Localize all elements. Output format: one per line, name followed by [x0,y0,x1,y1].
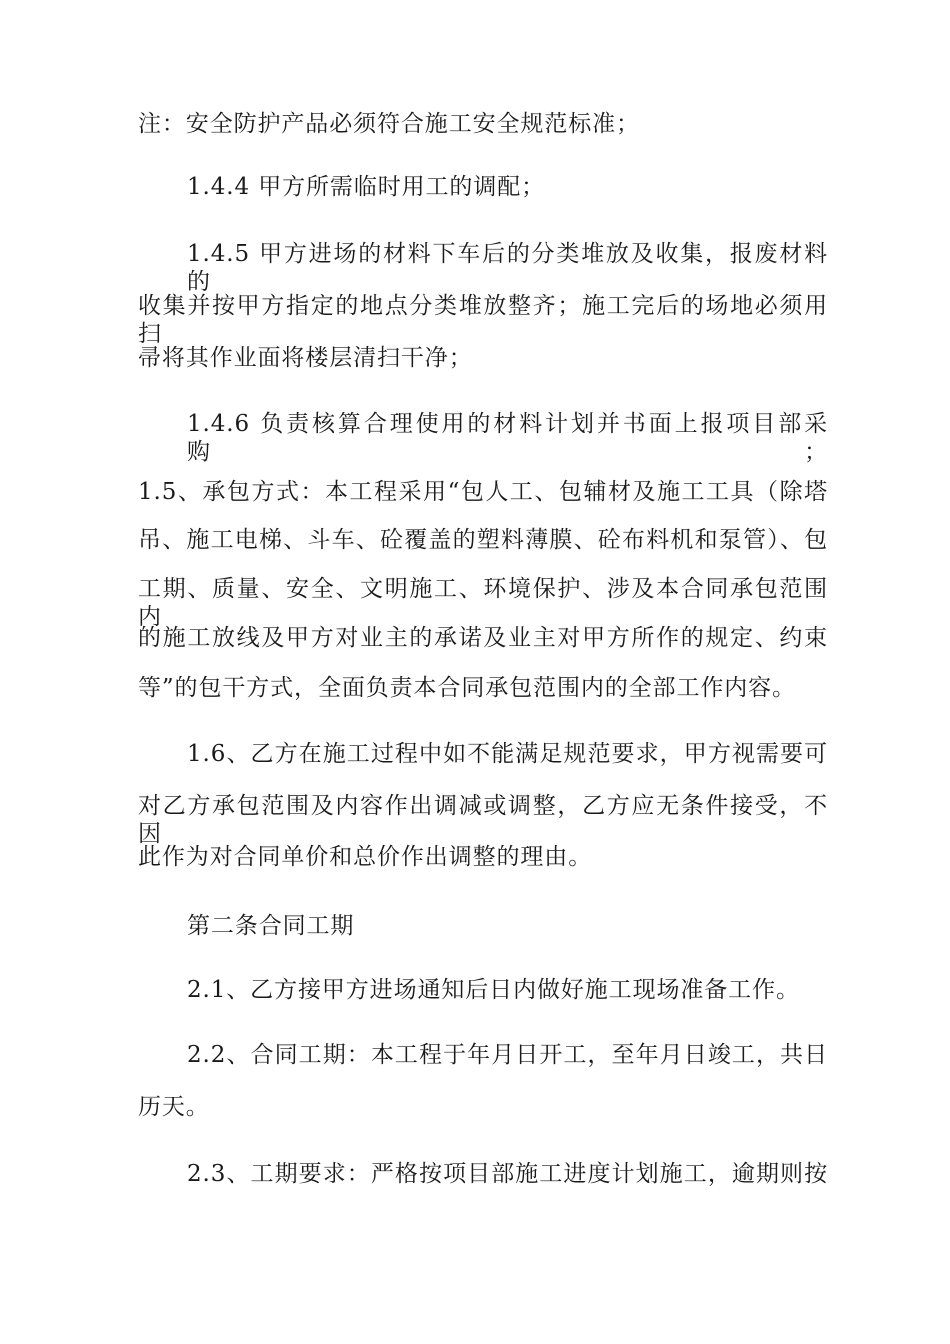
clause-line: 对乙方承包范围及内容作出调减或调整，乙方应无条件接受，不因 [138,793,828,847]
clause-line: 收集并按甲方指定的地点分类堆放整齐；施工完后的场地必须用扫 [138,293,828,347]
clause-line: 1.4.6 负责核算合理使用的材料计划并书面上报项目部采购； [187,411,828,465]
clause-line: 2.1、乙方接甲方进场通知后日内做好施工现场准备工作。 [187,977,800,1003]
clause-line: 工期、质量、安全、文明施工、环境保护、涉及本合同承包范围内 [138,576,828,630]
clause-line: 此作为对合同单价和总价作出调整的理由。 [138,844,593,870]
note-line: 注：安全防护产品必须符合施工安全规范标准； [138,111,640,137]
clause-line: 2.3、工期要求：严格按项目部施工进度计划施工，逾期则按 [187,1161,828,1187]
article-heading: 第二条合同工期 [187,913,355,939]
clause-line: 吊、施工电梯、斗车、砼覆盖的塑料薄膜、砼布料机和泵管）、包 [138,527,828,553]
clause-line: 1.4.5 甲方进场的材料下车后的分类堆放及收集，报废材料的 [187,241,828,295]
clause-line: 2.2、合同工期：本工程于年月日开工，至年月日竣工，共日 [187,1042,828,1068]
clause-line: 帚将其作业面将楼层清扫干净； [138,345,473,371]
clause-line: 的施工放线及甲方对业主的承诺及业主对甲方所作的规定、约束 [138,625,828,651]
clause-line: 历天。 [138,1094,210,1120]
clause-line: 1.6、乙方在施工过程中如不能满足规范要求，甲方视需要可 [187,741,828,767]
clause-line: 等”的包干方式，全面负责本合同承包范围内的全部工作内容。 [138,675,796,701]
clause-line: 1.5、承包方式：本工程采用“包人工、包辅材及施工工具（除塔 [138,479,828,505]
clause-line: 1.4.4 甲方所需临时用工的调配； [187,174,546,200]
